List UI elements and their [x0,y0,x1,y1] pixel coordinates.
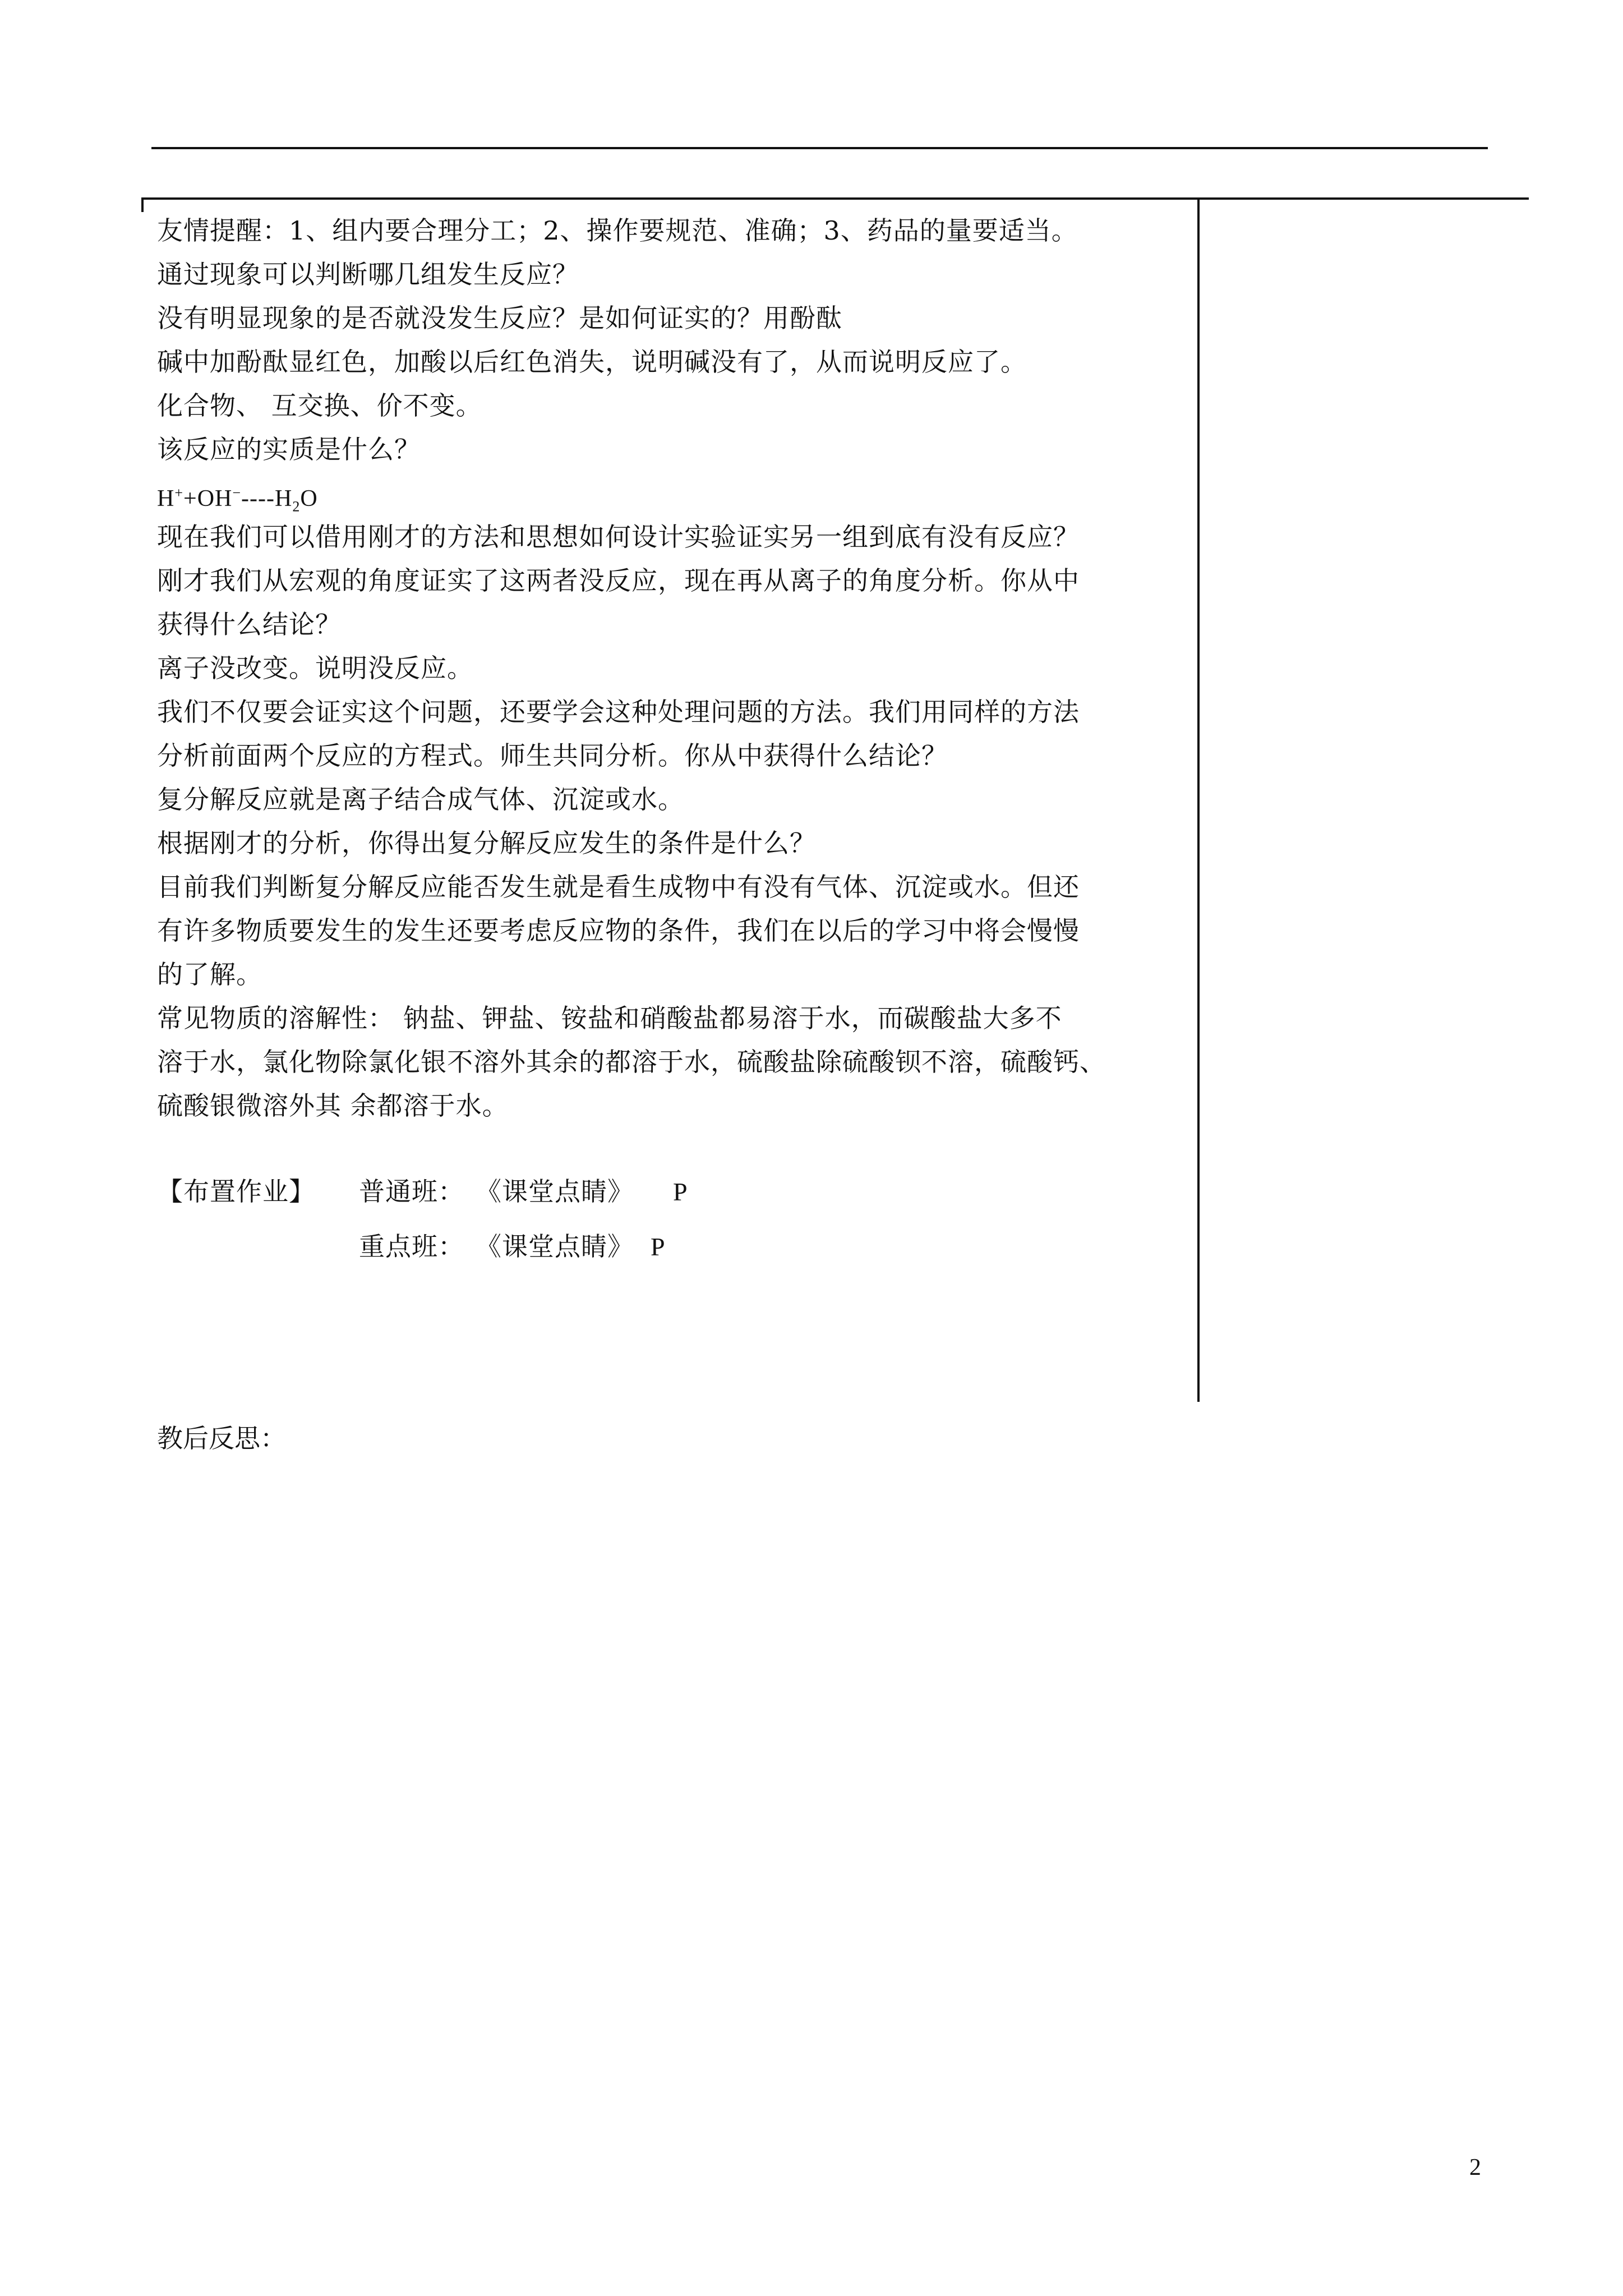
formula-oh-charge: − [232,485,242,501]
body-line: 刚才我们从宏观的角度证实了这两者没反应，现在再从离子的角度分析。你从中 [157,565,1080,596]
body-line: 现在我们可以借用刚才的方法和思想如何设计实验证实另一组到底有没有反应？ [157,522,1080,552]
formula-h-charge: + [174,485,184,501]
body-line: 常见物质的溶解性： 钠盐、钾盐、铵盐和硝酸盐都易溶于水，而碳酸盐大多不 [157,1003,1062,1033]
formula-o: O [300,486,318,512]
body-line: 根据刚才的分析，你得出复分解反应发生的条件是什么？ [157,828,816,858]
body-line: 目前我们判断复分解反应能否发生就是看生成物中有没有气体、沉淀或水。但还 [157,872,1080,902]
body-line: 友情提醒：1、组内要合理分工；2、操作要规范、准确；3、药品的量要适当。 [157,215,1078,246]
formula-h: H [157,486,175,512]
body-line: 我们不仅要会证实这个问题，还要学会这种处理问题的方法。我们用同样的方法 [157,697,1080,727]
homework-page: P [651,1232,666,1261]
reflection-label: 教后反思： [157,1423,286,1453]
homework-page: P [673,1177,688,1206]
body-line: 溶于水，氯化物除氯化银不溶外其余的都溶于水，硫酸盐除硫酸钡不溶，硫酸钙、 [157,1047,1106,1077]
table-left-border [141,197,144,212]
homework-book: 《课堂点睛》 [476,1176,634,1207]
body-line: 离子没改变。说明没反应。 [157,653,473,683]
body-line: 该反应的实质是什么？ [157,434,421,464]
body-line: 碱中加酚酞显红色，加酸以后红色消失，说明碱没有了，从而说明反应了。 [157,347,1027,377]
body-line: 有许多物质要发生的发生还要考虑反应物的条件，我们在以后的学习中将会慢慢 [157,915,1080,946]
header-rule [151,147,1488,149]
body-line: 的了解。 [157,959,262,990]
body-line: 没有明显现象的是否就没发生反应？是如何证实的？用酚酞 [157,303,842,333]
homework-class-name: 普通班： [359,1176,464,1207]
lesson-body [157,209,1189,1128]
body-line: 复分解反应就是离子结合成气体、沉淀或水。 [157,784,684,815]
ionic-equation [157,471,1189,515]
homework-book: 《课堂点睛》 [476,1231,634,1262]
homework-row-key [157,1225,666,1269]
homework-row-regular [157,1170,688,1214]
body-line: 通过现象可以判断哪几组发生反应？ [157,259,579,289]
homework-class-name: 重点班： [359,1231,464,1262]
page-number: 2 [1469,2155,1481,2180]
formula-oh: +OH [183,486,233,512]
table-top-border [141,197,1529,200]
body-line: 硫酸银微溶外其 余都溶于水。 [157,1091,509,1121]
body-line: 化合物、 互交换、价不变。 [157,390,482,421]
table-column-divider [1197,197,1200,1402]
body-line: 获得什么结论？ [157,609,342,639]
formula-subscript: 2 [292,498,301,515]
homework-label: 【布置作业】 [157,1176,315,1207]
body-line: 分析前面两个反应的方程式。师生共同分析。你从中获得什么结论？ [157,740,948,771]
formula-arrow: ----H [241,486,293,512]
